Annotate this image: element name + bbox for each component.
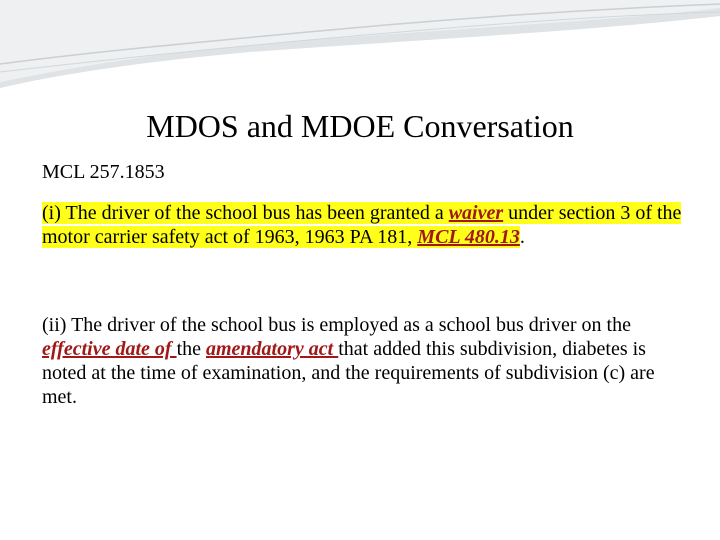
amendatory-act-link[interactable]: amendatory act (206, 338, 339, 360)
statute-reference: MCL 257.1853 (42, 161, 165, 183)
mcl-480-13-link[interactable]: MCL 480.13 (417, 226, 520, 248)
para-ii-text-1: (ii) The driver of the school bus is employed as a school bus driver on the (42, 314, 631, 336)
para-ii-text-2: the (176, 338, 206, 360)
paragraph-i (42, 201, 682, 249)
effective-date-link[interactable]: effective date of (42, 338, 177, 360)
header-swoosh-decoration (0, 0, 720, 90)
paragraph-ii (42, 313, 682, 409)
para-i-text-1: (i) The driver of the school bus has been granted a (42, 202, 449, 224)
para-ii-text-3: that added this subdivision, diabetes is noted at the time of examination, and the requirements of subdivision (c) are met. (42, 338, 655, 408)
para-i-period: . (519, 226, 525, 248)
highlighted-clause (42, 202, 681, 248)
slide-title: MDOS and MDOE Conversation (146, 108, 574, 144)
waiver-link[interactable]: waiver (448, 202, 504, 224)
para-i-text-2: under section 3 of the motor carrier safety act of 1963, 1963 PA 181, (42, 202, 682, 248)
